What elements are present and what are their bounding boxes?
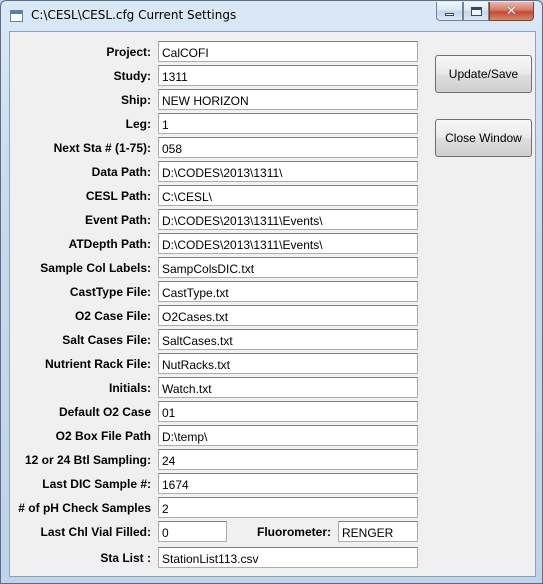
field-row-event-path <box>10 209 537 231</box>
data-path-input[interactable] <box>158 161 418 182</box>
sample-col-labels-input[interactable] <box>158 257 418 278</box>
last-dic-sample-label: Last DIC Sample #: <box>42 477 151 491</box>
title-bar[interactable] <box>1 1 543 31</box>
close-window-button[interactable]: Close Window <box>435 119 532 157</box>
atdepth-path-label: ATDepth Path: <box>68 237 151 251</box>
field-row-sta-list <box>10 547 537 569</box>
salt-cases-file-input[interactable] <box>158 329 418 350</box>
update-save-button[interactable]: Update/Save <box>435 55 532 93</box>
ship-input[interactable] <box>158 89 418 110</box>
atdepth-path-input[interactable] <box>158 233 418 254</box>
event-path-input[interactable] <box>158 209 418 230</box>
default-o2-case-input[interactable] <box>158 401 418 422</box>
next-station-label: Next Sta # (1-75): <box>53 141 151 155</box>
last-chl-vial-input[interactable] <box>158 521 227 542</box>
sta-list-label: Sta List : <box>100 551 151 565</box>
field-row-salt-cases-file <box>10 329 537 351</box>
fluorometer-input[interactable] <box>338 521 418 542</box>
field-row-last-dic-sample <box>10 473 537 495</box>
ph-check-samples-label: # of pH Check Samples <box>18 501 151 515</box>
event-path-label: Event Path: <box>84 213 151 227</box>
close-button[interactable] <box>489 2 534 21</box>
field-row-o2-box-file-path <box>10 425 537 447</box>
btl-sampling-label: 12 or 24 Btl Sampling: <box>24 453 151 467</box>
casttype-file-input[interactable] <box>158 281 418 302</box>
o2-box-file-path-input[interactable] <box>158 425 418 446</box>
field-row-data-path <box>10 161 537 183</box>
field-row-o2-case-file <box>10 305 537 327</box>
cesl-path-label: CESL Path: <box>85 189 151 203</box>
o2-case-file-input[interactable] <box>158 305 418 326</box>
field-row-btl-sampling <box>10 449 537 471</box>
nutrient-rack-file-input[interactable] <box>158 353 418 374</box>
project-input[interactable] <box>158 41 418 62</box>
sta-list-input[interactable] <box>158 547 418 568</box>
ship-label: Ship: <box>121 93 151 107</box>
default-o2-case-label: Default O2 Case <box>58 405 151 419</box>
field-row-atdepth-path <box>10 233 537 255</box>
sample-col-labels-label: Sample Col Labels: <box>40 261 151 275</box>
maximize-button[interactable] <box>463 2 489 21</box>
o2-box-file-path-label: O2 Box File Path <box>55 429 151 443</box>
initials-input[interactable] <box>158 377 418 398</box>
last-dic-sample-input[interactable] <box>158 473 418 494</box>
settings-form <box>9 31 536 577</box>
study-input[interactable] <box>158 65 418 86</box>
project-label: Project: <box>106 45 151 59</box>
study-label: Study: <box>113 69 151 83</box>
field-row-default-o2-case <box>10 401 537 423</box>
ph-check-samples-input[interactable] <box>158 497 418 518</box>
leg-label: Leg: <box>125 117 151 131</box>
fluorometer-label: Fluorometer: <box>256 525 331 539</box>
field-row-sample-col-labels <box>10 257 537 279</box>
initials-label: Initials: <box>108 381 151 395</box>
cesl-path-input[interactable] <box>158 185 418 206</box>
minimize-button[interactable] <box>436 2 463 21</box>
last-chl-vial-label: Last Chl Vial Filled: <box>40 525 151 539</box>
field-row-ph-check-samples <box>10 497 537 519</box>
field-row-casttype-file <box>10 281 537 303</box>
field-row-nutrient-rack-file <box>10 353 537 375</box>
field-row-initials <box>10 377 537 399</box>
field-row-last-chl-vial <box>10 521 537 543</box>
maximize-icon <box>471 7 482 16</box>
o2-case-file-label: O2 Case File: <box>74 309 151 323</box>
leg-input[interactable] <box>158 113 418 134</box>
casttype-file-label: CastType File: <box>69 285 151 299</box>
next-station-input[interactable] <box>158 137 418 158</box>
window-title: C:\CESL\CESL.cfg Current Settings <box>31 8 237 22</box>
field-row-cesl-path <box>10 185 537 207</box>
data-path-label: Data Path: <box>91 165 151 179</box>
close-icon: ✕ <box>506 3 517 19</box>
nutrient-rack-file-label: Nutrient Rack File: <box>44 357 151 371</box>
minimize-icon <box>445 13 454 16</box>
btl-sampling-input[interactable] <box>158 449 418 470</box>
salt-cases-file-label: Salt Cases File: <box>62 333 151 347</box>
app-window-icon <box>10 10 23 22</box>
